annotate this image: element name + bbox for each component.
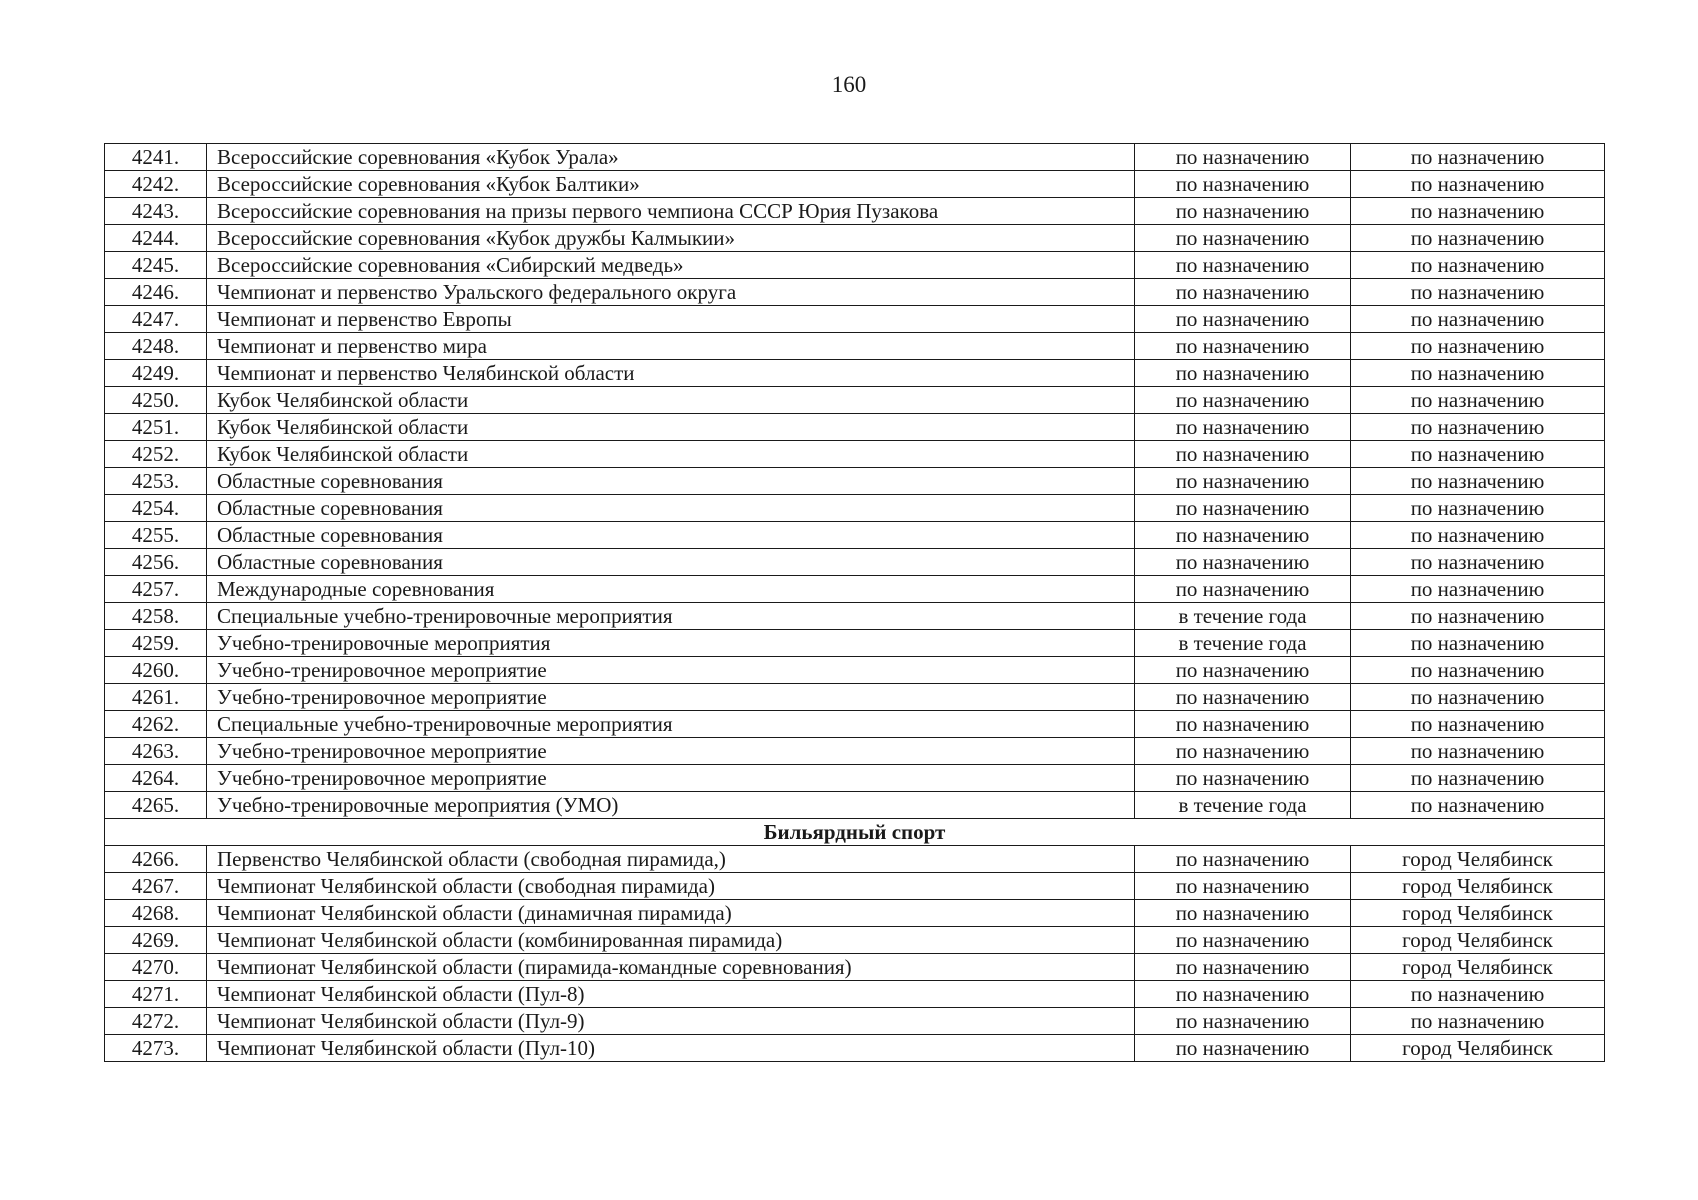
- row-number-cell: 4263.: [105, 738, 207, 765]
- event-place-cell: по назначению: [1351, 387, 1605, 414]
- event-place-cell: по назначению: [1351, 333, 1605, 360]
- event-date-cell: по назначению: [1135, 279, 1351, 306]
- event-date-cell: в течение года: [1135, 630, 1351, 657]
- event-place-cell: по назначению: [1351, 522, 1605, 549]
- event-place-cell: по назначению: [1351, 360, 1605, 387]
- event-place-cell: по назначению: [1351, 630, 1605, 657]
- event-place-cell: по назначению: [1351, 495, 1605, 522]
- event-date-cell: по назначению: [1135, 198, 1351, 225]
- row-number-cell: 4259.: [105, 630, 207, 657]
- event-name-cell: Кубок Челябинской области: [207, 414, 1135, 441]
- table-row: [105, 711, 1605, 738]
- row-number-cell: 4253.: [105, 468, 207, 495]
- event-date-cell: по назначению: [1135, 765, 1351, 792]
- table-row: [105, 198, 1605, 225]
- event-date-cell: по назначению: [1135, 414, 1351, 441]
- event-name-cell: Чемпионат Челябинской области (Пул-10): [207, 1035, 1135, 1062]
- event-name-cell: Чемпионат Челябинской области (свободная пирамида): [207, 873, 1135, 900]
- event-date-cell: по назначению: [1135, 387, 1351, 414]
- event-name-cell: Кубок Челябинской области: [207, 441, 1135, 468]
- table-row: [105, 144, 1605, 171]
- table-row: [105, 414, 1605, 441]
- event-date-cell: по назначению: [1135, 738, 1351, 765]
- table-row: [105, 765, 1605, 792]
- event-date-cell: по назначению: [1135, 225, 1351, 252]
- event-place-cell: по назначению: [1351, 414, 1605, 441]
- table-row: [105, 927, 1605, 954]
- event-place-cell: по назначению: [1351, 603, 1605, 630]
- event-place-cell: город Челябинск: [1351, 846, 1605, 873]
- table-row: [105, 738, 1605, 765]
- table-row: [105, 225, 1605, 252]
- table-row: [105, 792, 1605, 819]
- event-place-cell: по назначению: [1351, 225, 1605, 252]
- event-name-cell: Учебно-тренировочное мероприятие: [207, 684, 1135, 711]
- row-number-cell: 4262.: [105, 711, 207, 738]
- table-row: [105, 846, 1605, 873]
- row-number-cell: 4265.: [105, 792, 207, 819]
- row-number-cell: 4258.: [105, 603, 207, 630]
- table-row: [105, 333, 1605, 360]
- event-name-cell: Чемпионат и первенство Европы: [207, 306, 1135, 333]
- event-place-cell: по назначению: [1351, 171, 1605, 198]
- row-number-cell: 4273.: [105, 1035, 207, 1062]
- event-name-cell: Специальные учебно-тренировочные мероприятия: [207, 711, 1135, 738]
- event-place-cell: город Челябинск: [1351, 1035, 1605, 1062]
- event-name-cell: Кубок Челябинской области: [207, 387, 1135, 414]
- event-name-cell: Учебно-тренировочное мероприятие: [207, 738, 1135, 765]
- table-row: [105, 900, 1605, 927]
- event-date-cell: по назначению: [1135, 873, 1351, 900]
- event-name-cell: Первенство Челябинской области (свободная пирамида,): [207, 846, 1135, 873]
- event-date-cell: в течение года: [1135, 792, 1351, 819]
- row-number-cell: 4261.: [105, 684, 207, 711]
- event-name-cell: Учебно-тренировочные мероприятия (УМО): [207, 792, 1135, 819]
- table-row: [105, 657, 1605, 684]
- event-date-cell: по назначению: [1135, 306, 1351, 333]
- row-number-cell: 4267.: [105, 873, 207, 900]
- event-name-cell: Всероссийские соревнования «Кубок Балтики»: [207, 171, 1135, 198]
- row-number-cell: 4244.: [105, 225, 207, 252]
- event-name-cell: Всероссийские соревнования на призы первого чемпиона СССР Юрия Пузакова: [207, 198, 1135, 225]
- event-name-cell: Чемпионат и первенство Уральского федерального округа: [207, 279, 1135, 306]
- row-number-cell: 4268.: [105, 900, 207, 927]
- event-name-cell: Учебно-тренировочные мероприятия: [207, 630, 1135, 657]
- table-row: [105, 279, 1605, 306]
- table-row: [105, 1008, 1605, 1035]
- event-date-cell: по назначению: [1135, 846, 1351, 873]
- row-number-cell: 4255.: [105, 522, 207, 549]
- table-row: [105, 873, 1605, 900]
- event-place-cell: по назначению: [1351, 738, 1605, 765]
- row-number-cell: 4248.: [105, 333, 207, 360]
- event-place-cell: по назначению: [1351, 657, 1605, 684]
- row-number-cell: 4243.: [105, 198, 207, 225]
- table-row: [105, 468, 1605, 495]
- event-date-cell: по назначению: [1135, 981, 1351, 1008]
- row-number-cell: 4251.: [105, 414, 207, 441]
- row-number-cell: 4272.: [105, 1008, 207, 1035]
- event-date-cell: по назначению: [1135, 333, 1351, 360]
- event-place-cell: по назначению: [1351, 981, 1605, 1008]
- event-place-cell: по назначению: [1351, 765, 1605, 792]
- event-place-cell: по назначению: [1351, 198, 1605, 225]
- event-name-cell: Чемпионат Челябинской области (Пул-8): [207, 981, 1135, 1008]
- event-date-cell: по назначению: [1135, 252, 1351, 279]
- event-name-cell: Всероссийские соревнования «Кубок Урала»: [207, 144, 1135, 171]
- event-name-cell: Чемпионат и первенство мира: [207, 333, 1135, 360]
- event-name-cell: Областные соревнования: [207, 522, 1135, 549]
- event-date-cell: по назначению: [1135, 441, 1351, 468]
- row-number-cell: 4241.: [105, 144, 207, 171]
- event-name-cell: Чемпионат Челябинской области (Пул-9): [207, 1008, 1135, 1035]
- table-row: [105, 306, 1605, 333]
- row-number-cell: 4270.: [105, 954, 207, 981]
- event-date-cell: по назначению: [1135, 927, 1351, 954]
- event-date-cell: по назначению: [1135, 468, 1351, 495]
- event-date-cell: в течение года: [1135, 603, 1351, 630]
- event-date-cell: по назначению: [1135, 954, 1351, 981]
- row-number-cell: 4245.: [105, 252, 207, 279]
- table-row: [105, 495, 1605, 522]
- events-table: [104, 143, 1605, 1062]
- row-number-cell: 4271.: [105, 981, 207, 1008]
- row-number-cell: 4257.: [105, 576, 207, 603]
- event-name-cell: Международные соревнования: [207, 576, 1135, 603]
- section-heading: Бильярдный спорт: [105, 819, 1605, 846]
- event-date-cell: по назначению: [1135, 900, 1351, 927]
- event-name-cell: Всероссийские соревнования «Кубок дружбы Калмыкии»: [207, 225, 1135, 252]
- event-date-cell: по назначению: [1135, 576, 1351, 603]
- row-number-cell: 4260.: [105, 657, 207, 684]
- event-name-cell: Чемпионат Челябинской области (динамичная пирамида): [207, 900, 1135, 927]
- row-number-cell: 4246.: [105, 279, 207, 306]
- table-row: [105, 954, 1605, 981]
- row-number-cell: 4242.: [105, 171, 207, 198]
- event-name-cell: Областные соревнования: [207, 468, 1135, 495]
- row-number-cell: 4252.: [105, 441, 207, 468]
- table-row: [105, 603, 1605, 630]
- event-name-cell: Областные соревнования: [207, 495, 1135, 522]
- event-place-cell: по назначению: [1351, 711, 1605, 738]
- page-number: 160: [831, 72, 867, 97]
- event-date-cell: по назначению: [1135, 1008, 1351, 1035]
- events-table-body: [105, 144, 1605, 1062]
- event-date-cell: по назначению: [1135, 144, 1351, 171]
- table-row: [105, 981, 1605, 1008]
- table-row: [105, 522, 1605, 549]
- section-row: [105, 819, 1605, 846]
- table-row: [105, 684, 1605, 711]
- row-number-cell: 4269.: [105, 927, 207, 954]
- event-place-cell: по назначению: [1351, 306, 1605, 333]
- table-row: [105, 387, 1605, 414]
- event-name-cell: Областные соревнования: [207, 549, 1135, 576]
- event-place-cell: город Челябинск: [1351, 954, 1605, 981]
- event-date-cell: по назначению: [1135, 360, 1351, 387]
- event-name-cell: Учебно-тренировочное мероприятие: [207, 657, 1135, 684]
- event-date-cell: по назначению: [1135, 171, 1351, 198]
- event-place-cell: город Челябинск: [1351, 873, 1605, 900]
- event-date-cell: по назначению: [1135, 495, 1351, 522]
- event-place-cell: по назначению: [1351, 684, 1605, 711]
- event-place-cell: по назначению: [1351, 252, 1605, 279]
- event-date-cell: по назначению: [1135, 657, 1351, 684]
- event-place-cell: по назначению: [1351, 549, 1605, 576]
- table-row: [105, 1035, 1605, 1062]
- row-number-cell: 4250.: [105, 387, 207, 414]
- table-row: [105, 549, 1605, 576]
- event-place-cell: город Челябинск: [1351, 927, 1605, 954]
- table-row: [105, 441, 1605, 468]
- event-place-cell: по назначению: [1351, 279, 1605, 306]
- table-row: [105, 360, 1605, 387]
- event-place-cell: по назначению: [1351, 576, 1605, 603]
- row-number-cell: 4254.: [105, 495, 207, 522]
- event-date-cell: по назначению: [1135, 522, 1351, 549]
- event-date-cell: по назначению: [1135, 684, 1351, 711]
- event-name-cell: Чемпионат и первенство Челябинской области: [207, 360, 1135, 387]
- row-number-cell: 4264.: [105, 765, 207, 792]
- table-row: [105, 576, 1605, 603]
- event-name-cell: Учебно-тренировочное мероприятие: [207, 765, 1135, 792]
- event-name-cell: Чемпионат Челябинской области (комбинированная пирамида): [207, 927, 1135, 954]
- row-number-cell: 4256.: [105, 549, 207, 576]
- event-place-cell: по назначению: [1351, 792, 1605, 819]
- row-number-cell: 4266.: [105, 846, 207, 873]
- row-number-cell: 4247.: [105, 306, 207, 333]
- table-row: [105, 630, 1605, 657]
- event-place-cell: город Челябинск: [1351, 900, 1605, 927]
- event-name-cell: Всероссийские соревнования «Сибирский медведь»: [207, 252, 1135, 279]
- row-number-cell: 4249.: [105, 360, 207, 387]
- table-row: [105, 252, 1605, 279]
- table-row: [105, 171, 1605, 198]
- event-place-cell: по назначению: [1351, 144, 1605, 171]
- event-place-cell: по назначению: [1351, 468, 1605, 495]
- event-place-cell: по назначению: [1351, 441, 1605, 468]
- event-place-cell: по назначению: [1351, 1008, 1605, 1035]
- event-date-cell: по назначению: [1135, 711, 1351, 738]
- event-name-cell: Специальные учебно-тренировочные мероприятия: [207, 603, 1135, 630]
- event-date-cell: по назначению: [1135, 1035, 1351, 1062]
- event-date-cell: по назначению: [1135, 549, 1351, 576]
- event-name-cell: Чемпионат Челябинской области (пирамида-командные соревнования): [207, 954, 1135, 981]
